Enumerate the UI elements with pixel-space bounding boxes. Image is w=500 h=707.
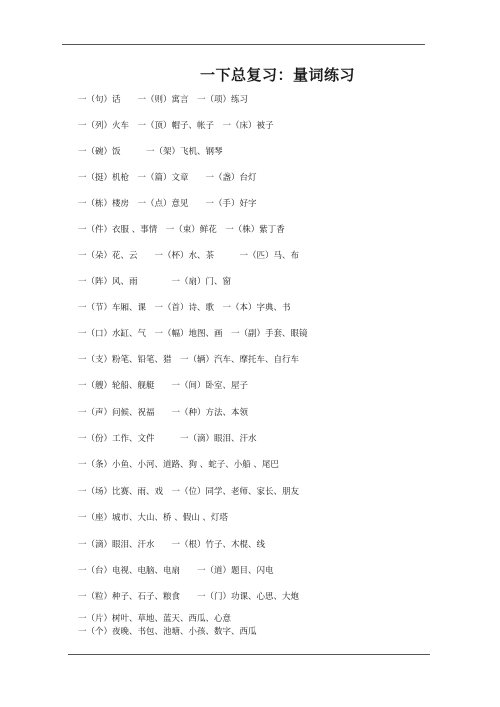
exercise-line: 一（个）夜晚、书包、池塘、小孩、数字、西瓜 xyxy=(78,627,257,637)
exercise-line: 一（碗）饭 一（架）飞机、钢琴 xyxy=(78,147,223,157)
exercise-line: 一（份）工作、文件 一（滴）眼泪、汗水 xyxy=(78,434,257,444)
exercise-line: 一（阵）风、雨 一（扇）门、窗 xyxy=(78,277,232,287)
exercise-line: 一（粒）种子、石子、粮食 一（门）功课、心思、大炮 xyxy=(78,592,300,602)
bottom-rule xyxy=(68,654,430,655)
exercise-line: 一（条）小鱼、小河、道路、狗 、蛇子、小船 、尾巴 xyxy=(78,460,279,470)
exercise-line: 一（支）粉笔、铅笔、猎 一（辆）汽车、摩托车、自行车 xyxy=(78,355,300,365)
page-title: 一下总复习：量词练习 xyxy=(200,66,356,84)
exercise-line: 一（艘）轮船、舰艇 一（间）卧室、屋子 xyxy=(78,381,249,391)
exercise-line: 一（口）水缸、气 一（幅）地图、画 一（副）手套、眼镜 xyxy=(78,329,308,339)
top-rule xyxy=(62,44,425,45)
exercise-line: 一（挺）机枪 一（篇）文章 一（盏）台灯 xyxy=(78,173,257,183)
exercise-line: 一（声）问候、祝福 一（种）方法、本领 xyxy=(78,408,249,418)
exercise-line: 一（件）衣服 、事情 一（束）鲜花 一（株）紫丁香 xyxy=(78,225,285,235)
exercise-line: 一（座）城市、大山、桥 、假山 、灯塔 xyxy=(78,513,228,523)
exercise-line: 一（句）话 一（则）寓言 一（项）练习 xyxy=(78,95,249,105)
exercise-line: 一（节）车厢、课 一（首）诗、歌 一（本）字典、书 xyxy=(78,303,291,313)
exercise-line: 一（片）树叶、草地、蓝天、西瓜、心意 xyxy=(78,614,232,624)
exercise-line: 一（朵）花、云 一（杯）水、茶 一（匹）马、布 xyxy=(78,251,300,261)
exercise-line: 一（列）火车 一（顶）帽子、帐子 一（床）被子 xyxy=(78,121,274,131)
exercise-line: 一（台）电视、电脑、电扇 一（道）题目、闪电 xyxy=(78,566,274,576)
exercise-line: 一（栋）楼房 一（点）意见 一（手）好字 xyxy=(78,199,257,209)
exercise-line: 一（场）比赛、雨、戏 一（位）同学、老师、家长、朋友 xyxy=(78,487,300,497)
exercise-line: 一（滴）眼泪、汗水 一（根）竹子、木棍、线 xyxy=(78,540,266,550)
